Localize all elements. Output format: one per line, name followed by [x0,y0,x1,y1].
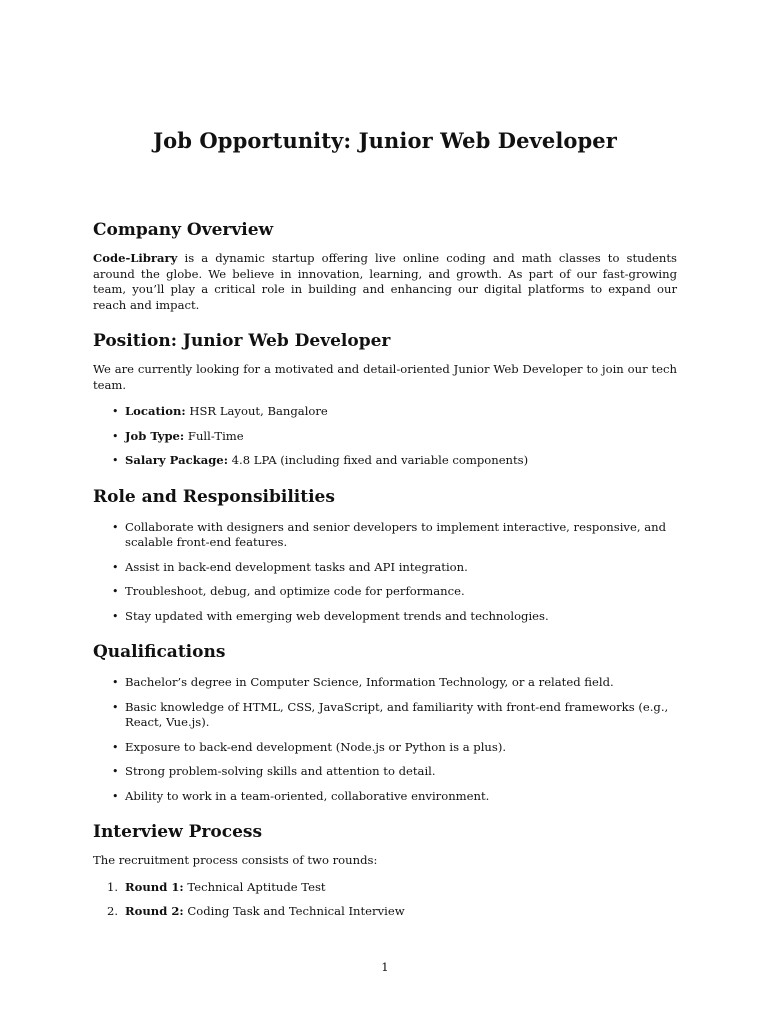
list-item [93,700,677,731]
list-number: 2. [107,904,119,918]
bullet-icon: • [112,789,119,803]
qualifications-list [93,675,677,804]
company-name: Code-Library [93,251,178,265]
qualifications-section [93,640,677,804]
list-item-text: Collaborate with designers and senior developers to implement interactive, responsive, and scalable front-end features. [125,519,667,549]
list-item-text: Exposure to back-end development (Node.js or Python is a plus). [125,739,507,754]
detail-value: Full-Time [184,428,244,443]
list-item-text: Assist in back-end development tasks and API integration. [125,559,468,574]
position-heading: Position: Junior Web Developer [93,331,391,351]
list-item-round-1 [93,880,677,896]
list-item [93,789,677,805]
bullet-icon: • [112,520,119,534]
round-value: Coding Task and Technical Interview [183,904,405,918]
detail-label: Salary Package: [125,453,228,467]
list-item [93,675,677,691]
detail-label: Location: [125,404,186,418]
list-item-text: Stay updated with emerging web development trends and technologies. [125,608,549,623]
responsibilities-section [93,485,677,625]
list-item [93,520,677,551]
responsibilities-list [93,520,677,625]
round-label: Round 1: [125,879,184,894]
list-item-text: Strong problem-solving skills and attention to detail. [125,764,436,778]
qualifications-heading: Qualifications [93,642,226,662]
company-overview-text [93,251,677,313]
detail-value: HSR Layout, Bangalore [185,404,328,418]
bullet-icon: • [112,585,119,598]
list-item-salary [93,453,677,469]
bullet-icon: • [112,740,119,754]
interview-rounds-list [93,880,677,920]
bullet-icon: • [112,405,119,418]
page-number: 1 [381,960,389,974]
list-item [93,740,677,756]
bullet-icon: • [112,454,119,467]
bullet-icon: • [112,765,119,778]
document-title: Job Opportunity: Junior Web Developer [153,128,617,153]
document-content [93,218,677,936]
bullet-icon: • [112,676,119,689]
list-item-location [93,404,677,420]
detail-label: Job Type: [125,428,185,443]
detail-value: 4.8 LPA (including fixed and variable components) [227,453,529,467]
list-item-text: Basic knowledge of HTML, CSS, JavaScript, and familiarity with front-end frameworks (e.g., React, Vue.js). [125,699,669,729]
company-overview-heading: Company Overview [93,220,274,240]
round-label: Round 2: [125,904,184,918]
list-item [93,609,677,625]
list-item-text: Troubleshoot, debug, and optimize code for performance. [125,584,465,598]
round-value: Technical Aptitude Test [183,879,326,894]
bullet-icon: • [112,700,119,714]
company-overview-section [93,218,677,313]
responsibilities-heading: Role and Responsibilities [93,486,335,507]
list-item [93,560,677,576]
position-intro: We are currently looking for a motivated and detail-oriented Junior Web Developer to join our tech team. [93,362,677,392]
interview-section [93,820,677,920]
position-details-list [93,404,677,469]
bullet-icon: • [112,560,119,574]
interview-heading: Interview Process [93,822,263,842]
list-item-text: Bachelor’s degree in Computer Science, Information Technology, or a related field. [125,675,614,689]
bullet-icon: • [112,429,119,443]
list-item [93,764,677,780]
list-item [93,584,677,600]
list-item-round-2 [93,904,677,920]
document-page [93,0,677,1024]
company-description: is a dynamic startup offering live online coding and math classes to students around the globe. We believe in innovation, learning, and growth. As part of our fast-growing team, you’ll play a critical role in building and enhancing our digital platforms to expand our reach and impact. [93,251,677,312]
list-item-text: Ability to work in a team-oriented, collaborative environment. [125,788,490,803]
interview-intro: The recruitment process consists of two rounds: [93,853,378,867]
position-section [93,329,677,469]
bullet-icon: • [112,609,119,623]
list-item-job-type [93,429,677,445]
list-number: 1. [107,879,119,894]
